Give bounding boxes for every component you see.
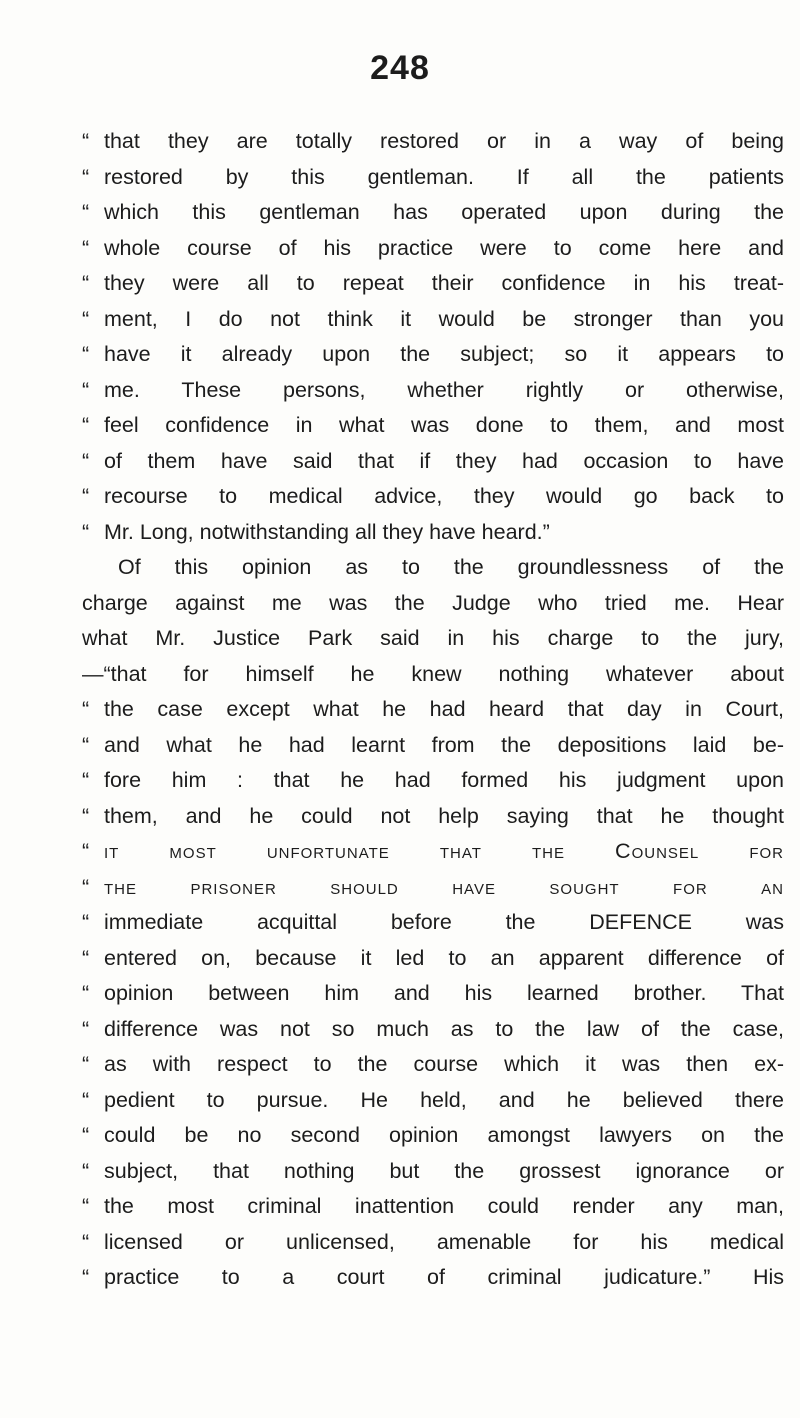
open-quote: “ — [82, 1265, 90, 1289]
line-text: could be no second opinion amongst lawyers on the — [104, 1123, 784, 1147]
text-line — [82, 692, 784, 728]
text-line — [82, 905, 784, 941]
open-quote: “ — [82, 1087, 90, 1112]
line-text: opinion between him and his learned brother. That — [104, 981, 784, 1005]
open-quote: “ — [82, 306, 90, 331]
text-line — [82, 408, 784, 444]
text-line — [82, 515, 784, 551]
line-text: feel confidence in what was done to them, and most — [104, 413, 784, 437]
text-line — [82, 231, 784, 267]
text-line — [82, 621, 784, 657]
open-quote: “ — [82, 484, 90, 508]
line-text: immediate acquittal before the DEFENCE was — [104, 910, 784, 934]
line-text: they were all to repeat their confidence in his treat- — [104, 271, 784, 295]
open-quote: “ — [82, 910, 90, 934]
text-line — [82, 763, 784, 799]
open-quote: “ — [82, 981, 90, 1005]
text-line — [82, 728, 784, 764]
open-quote: “ — [82, 803, 90, 828]
text-line — [82, 195, 784, 231]
open-quote: “ — [82, 1229, 90, 1254]
open-quote: “ — [82, 164, 90, 189]
open-quote: “ — [82, 413, 90, 437]
line-text: restored by this gentleman. If all the patients — [104, 164, 784, 189]
text-line — [82, 1012, 784, 1048]
text-line — [82, 373, 784, 409]
text-line — [82, 1225, 784, 1261]
text-line — [82, 1154, 784, 1190]
line-text: have it already upon the subject; so it appears to — [104, 342, 784, 366]
open-quote: “ — [82, 448, 90, 473]
open-quote: “ — [82, 945, 90, 970]
line-text: Of this opinion as to the groundlessness of the — [118, 555, 784, 579]
open-quote: “ — [82, 1158, 90, 1183]
line-text: pedient to pursue. He held, and he believed there — [104, 1087, 784, 1112]
text-line — [82, 444, 784, 480]
text-line — [82, 124, 784, 160]
line-text: which this gentleman has operated upon during the — [104, 200, 784, 224]
text-line — [82, 1260, 784, 1296]
text-line — [82, 586, 784, 622]
line-text: fore him : that he had formed his judgment upon — [104, 768, 784, 792]
open-quote: “ — [82, 1016, 90, 1041]
small-caps-line — [82, 834, 784, 870]
text-line — [82, 337, 784, 373]
open-quote: “ — [82, 1194, 90, 1218]
text-line — [82, 1118, 784, 1154]
line-text: charge against me was the Judge who tried me. Hear — [82, 590, 784, 615]
body-text — [82, 124, 784, 1296]
line-text: whole course of his practice were to come here and — [104, 235, 784, 260]
text-line — [82, 976, 784, 1012]
open-quote: “ — [82, 874, 91, 899]
line-text: recourse to medical advice, they would go back to — [104, 484, 784, 508]
line-text: subject, that nothing but the grossest ignorance or — [104, 1158, 784, 1183]
text-line — [82, 657, 784, 693]
line-text: that they are totally restored or in a way of being — [104, 129, 784, 153]
text-line — [82, 302, 784, 338]
open-quote: “ — [82, 377, 90, 402]
line-text: and what he had learnt from the depositions laid be- — [104, 732, 784, 757]
text-line — [82, 266, 784, 302]
open-quote: “ — [82, 1123, 90, 1147]
text-line — [82, 1189, 784, 1225]
open-quote: “ — [82, 839, 91, 863]
line-text: the most criminal inattention could render any man, — [104, 1194, 784, 1218]
text-line — [82, 160, 784, 196]
line-text: the prisoner should have sought for an — [104, 874, 784, 899]
line-text: difference was not so much as to the law of the case, — [104, 1016, 784, 1041]
text-line — [82, 941, 784, 977]
page-number: 248 — [370, 49, 430, 87]
line-text: the case except what he had heard that day in Court, — [104, 697, 784, 721]
text-line — [82, 1047, 784, 1083]
line-text: it most unfortunate that the Counsel for — [104, 839, 784, 863]
text-line — [82, 479, 784, 515]
line-text: practice to a court of criminal judicature.” His — [104, 1265, 784, 1289]
text-line — [82, 1083, 784, 1119]
open-quote: “ — [82, 235, 90, 260]
line-text: —“that for himself he knew nothing whatever about — [82, 661, 784, 686]
line-text: as with respect to the course which it was then ex- — [104, 1052, 784, 1076]
open-quote: “ — [82, 697, 90, 721]
line-text: licensed or unlicensed, amenable for his medical — [104, 1229, 784, 1254]
open-quote: “ — [82, 519, 90, 544]
open-quote: “ — [82, 342, 90, 366]
line-text: ment, I do not think it would be stronger than you — [104, 306, 784, 331]
open-quote: “ — [82, 129, 90, 153]
open-quote: “ — [82, 1052, 90, 1076]
text-line — [82, 799, 784, 835]
open-quote: “ — [82, 732, 90, 757]
line-text: what Mr. Justice Park said in his charge to the jury, — [82, 626, 784, 650]
line-text: Mr. Long, notwithstanding all they have heard.” — [104, 519, 550, 544]
line-text: entered on, because it led to an apparent difference of — [104, 945, 784, 970]
open-quote: “ — [82, 200, 90, 224]
line-text: of them have said that if they had occasion to have — [104, 448, 784, 473]
open-quote: “ — [82, 271, 90, 295]
small-caps-line — [82, 870, 784, 906]
open-quote: “ — [82, 768, 90, 792]
line-text: me. These persons, whether rightly or otherwise, — [104, 377, 784, 402]
line-text: them, and he could not help saying that he thought — [104, 803, 784, 828]
paragraph-start-line — [82, 550, 784, 586]
